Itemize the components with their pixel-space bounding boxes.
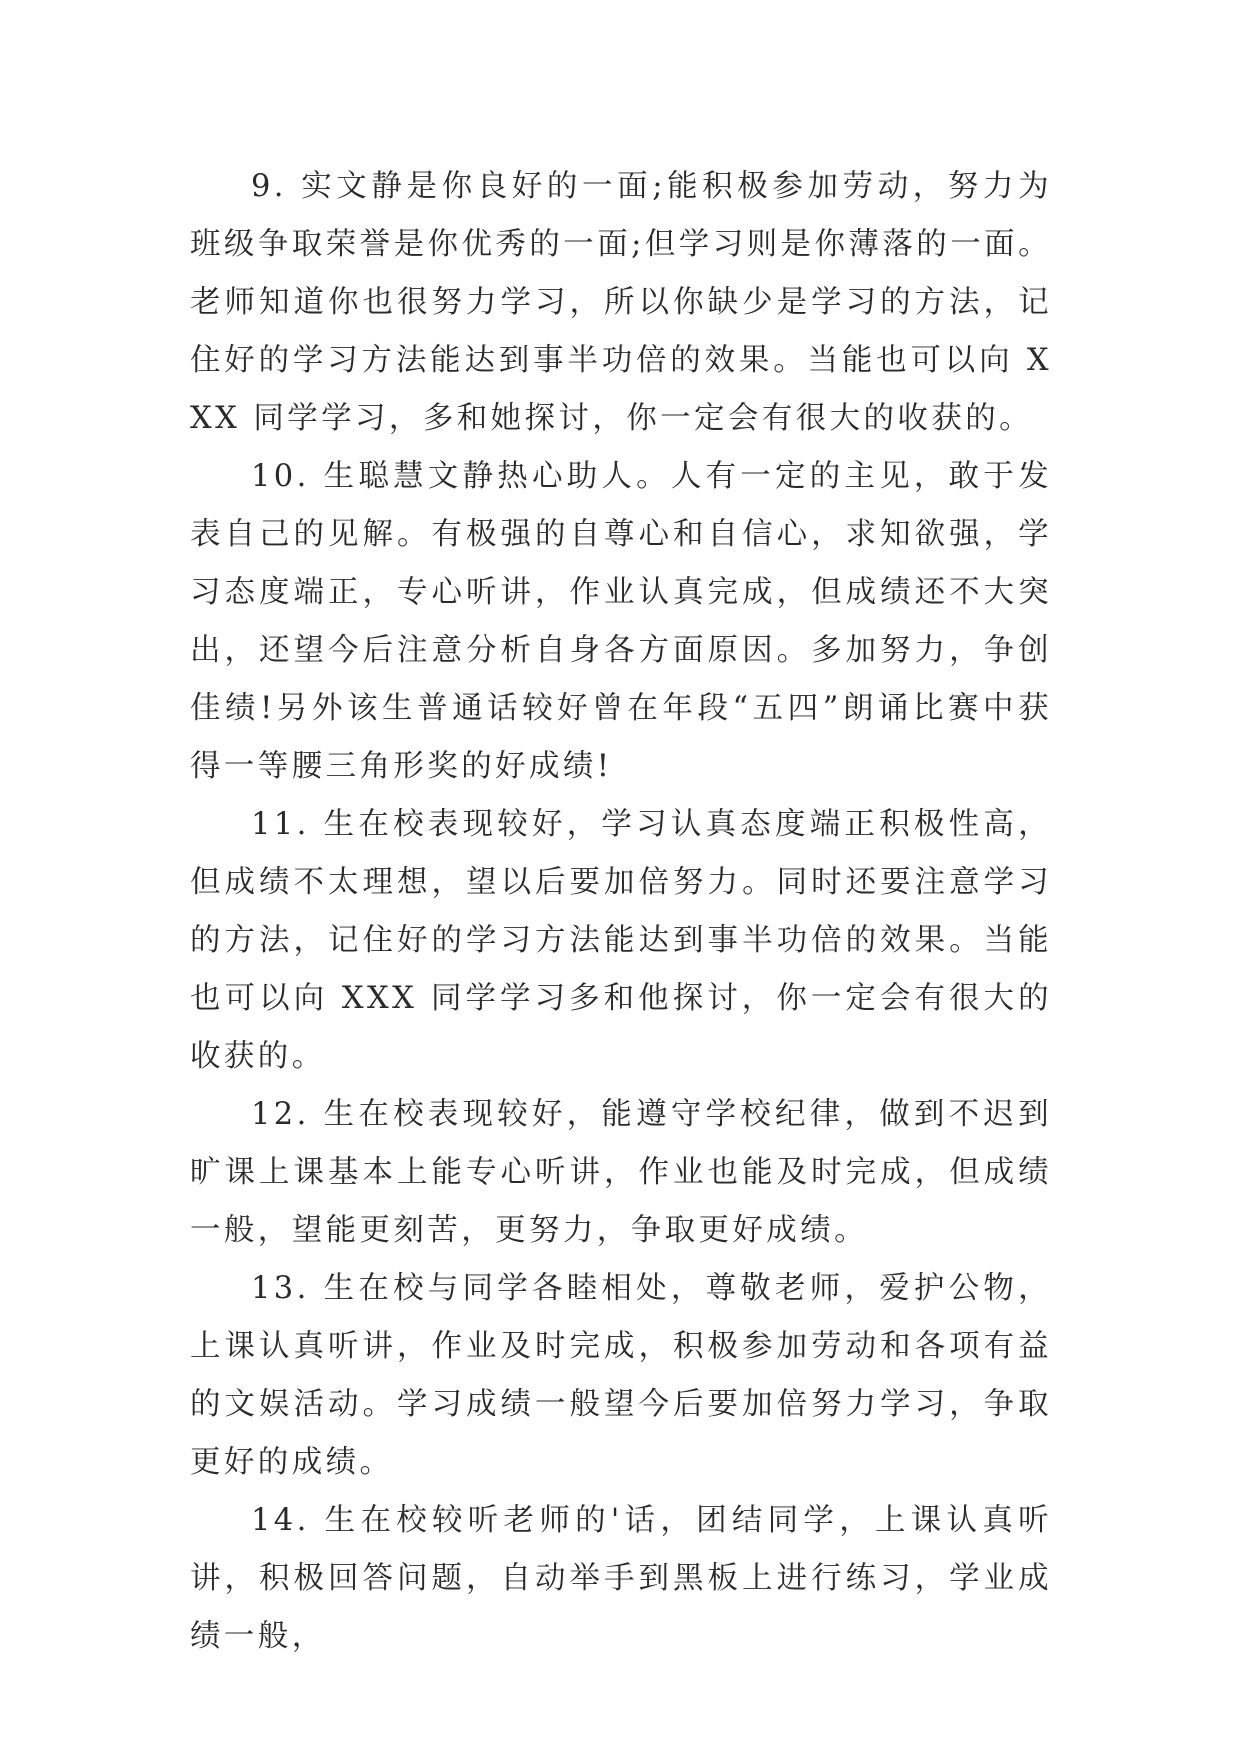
document-body (190, 158, 1052, 1666)
comment-paragraph-14: 14. 生在校较听老师的'话，团结同学，上课认真听讲，积极回答问题，自动举手到黑板上进行练习，学业成绩一般， (190, 1503, 1052, 1654)
comment-paragraph-13: 13. 生在校与同学各睦相处，尊敬老师，爱护公物，上课认真听讲，作业及时完成，积极参加劳动和各项有益的文娱活动。学习成绩一般望今后要加倍努力学习，争取更好的成绩。 (190, 1271, 1052, 1480)
comment-paragraph-10: 10. 生聪慧文静热心助人。人有一定的主见，敢于发表自己的见解。有极强的自尊心和自信心，求知欲强，学习态度端正，专心听讲，作业认真完成，但成绩还不大突出，还望今后注意分析自身各方面原因。多加努力，争创佳绩!另外该生普通话较好曾在年段“五四”朗诵比赛中获得一等腰三角形奖的好成绩! (190, 459, 1052, 784)
comment-paragraph-12: 12. 生在校表现较好，能遵守学校纪律，做到不迟到旷课上课基本上能专心听讲，作业也能及时完成，但成绩一般，望能更刻苦，更努力，争取更好成绩。 (190, 1097, 1052, 1248)
comment-paragraph-11: 11. 生在校表现较好，学习认真态度端正积极性高，但成绩不太理想，望以后要加倍努力。同时还要注意学习的方法，记住好的学习方法能达到事半功倍的效果。当能也可以向 XXX 同学学习多和他探讨，你一定会有很大的收获的。 (190, 807, 1052, 1074)
comment-paragraph-9: 9. 实文静是你良好的一面;能积极参加劳动，努力为班级争取荣誉是你优秀的一面;但学习则是你薄落的一面。老师知道你也很努力学习，所以你缺少是学习的方法，记住好的学习方法能达到事半功倍的效果。当能也可以向 XXX 同学学习，多和她探讨，你一定会有很大的收获的。 (190, 169, 1052, 436)
